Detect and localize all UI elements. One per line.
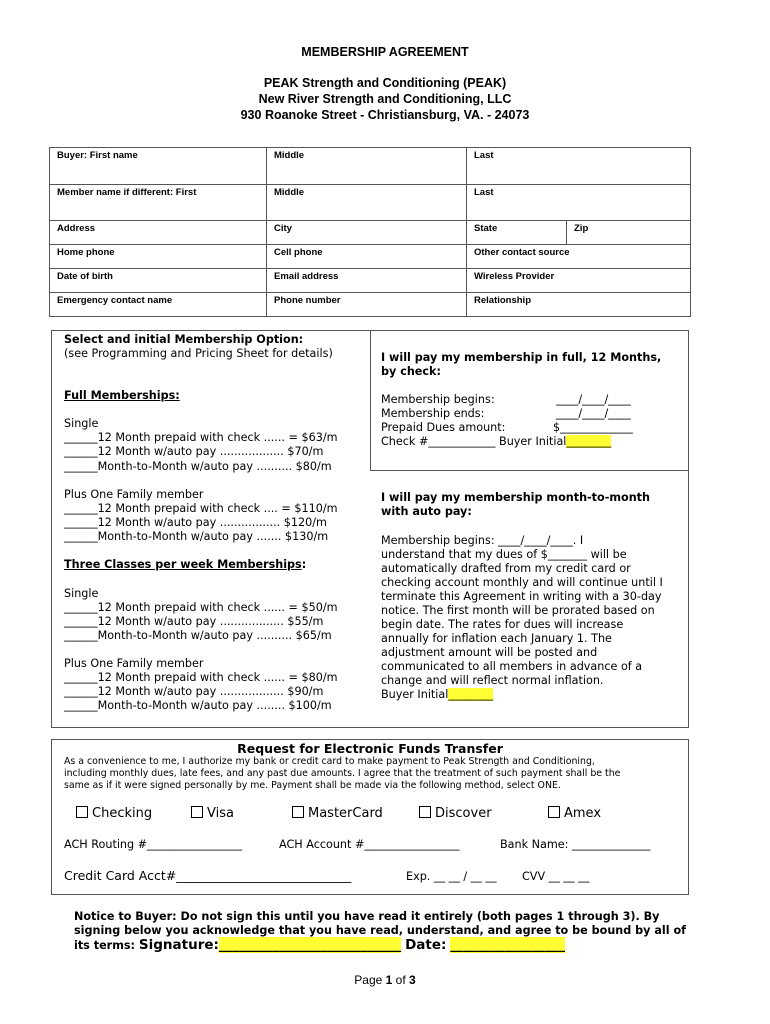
checking-label: Checking [92,806,153,821]
three-single-label: Single [64,587,99,600]
table-row [50,245,691,269]
signature-label: Signature: [138,937,219,953]
home-phone-field[interactable]: Home phone [50,245,267,269]
address-field[interactable]: Address [50,221,267,245]
notice-line: Notice to Buyer: Do not sign this until you have read it entirely (both pages 1 through 3). By [74,910,660,923]
buyer-initial-monthly-label: Buyer Initial [381,688,449,701]
monthly-heading-2: with auto pay: [381,505,472,518]
three-classes-heading-text: Three Classes per week Memberships [64,558,302,571]
buyer-initial-full-field[interactable]: ________ [566,435,612,448]
eft-paragraph-line: As a convenience to me, I authorize my bank or credit card to make payment to Peak Strength and Conditioning, [64,756,595,767]
payment-visa-option[interactable] [191,806,234,822]
membership-begins-field[interactable]: ____/____/____ [556,393,631,406]
table-row [50,293,691,317]
amex-checkbox[interactable] [548,806,560,818]
amex-label: Amex [564,806,602,821]
wireless-provider-field[interactable]: Wireless Provider [467,269,691,293]
check-number-field[interactable] [381,435,611,449]
page-title: MEMBERSHIP AGREEMENT [301,45,469,59]
page-current: 1 [385,973,393,987]
state-field[interactable]: State [467,221,567,245]
table-row [50,221,691,245]
option-full-plus-12m-auto[interactable]: ______12 Month w/auto pay ................. $120/m [64,516,327,529]
date-field[interactable]: _________________ [450,937,566,953]
other-contact-field[interactable]: Other contact source [467,245,691,269]
monthly-terms-line: communicated to all members in advance of a [381,660,643,673]
monthly-terms-line: adjustment amount will be posted and [381,646,598,659]
payment-amex-option[interactable] [548,806,601,822]
member-first-name-field[interactable]: Member name if different: First [50,185,267,221]
monthly-terms-line: checking account monthly and will continue until I [381,576,663,589]
monthly-terms-line: begin date. The rates for dues will increase [381,618,624,631]
company-address: 930 Roanoke Street - Christiansburg, VA. - 24073 [240,108,530,122]
credit-card-field[interactable]: Credit Card Acct#____________________________ [64,868,352,883]
zip-field[interactable]: Zip [567,221,691,245]
monthly-terms-line: Membership begins: ____/____/____. I [381,534,584,547]
notice-line: signing below you acknowledge that you have read, understand, and agree to be bound by all of [74,924,687,937]
membership-begins-label: Membership begins: [381,393,495,406]
visa-checkbox[interactable] [191,806,203,818]
card-expiry-field[interactable]: Exp. __ __ / __ __ [406,870,497,883]
option-full-single-m2m[interactable]: ______Month-to-Month w/auto pay .......... $80/m [64,460,332,473]
page-prefix: Page [354,973,386,987]
option-full-single-12m-check[interactable]: ______12 Month prepaid with check ...... = $63/m [64,431,338,444]
buyer-middle-name-field[interactable]: Middle [267,148,467,185]
bank-name-field[interactable]: Bank Name: ______________ [500,838,651,851]
payment-discover-option[interactable] [419,806,492,822]
checking-checkbox[interactable] [76,806,88,818]
option-full-single-12m-auto[interactable]: ______12 Month w/auto pay .................. $70/m [64,445,324,458]
option-three-single-12m-check[interactable]: ______12 Month prepaid with check ...... = $50/m [64,601,338,614]
buyer-info-table [49,147,691,317]
monthly-terms-line: terminate this Agreement in writing with a 30-day [381,590,662,603]
three-plus-one-label: Plus One Family member [64,657,204,670]
payment-checking-option[interactable] [76,806,152,822]
table-row [50,185,691,221]
eft-paragraph-line: including monthly dues, late fees, and any past due amounts. I agree that the treatment of such payment shall be the [64,768,621,779]
full-plus-one-label: Plus One Family member [64,488,204,501]
monthly-terms-line: automatically drafted from my credit card or [381,562,631,575]
options-heading: Select and initial Membership Option: [64,333,304,346]
notice-terms-label: its terms: [74,939,135,952]
ach-routing-field[interactable]: ACH Routing #_________________ [64,838,243,851]
company-legal-name: New River Strength and Conditioning, LLC [258,92,512,106]
cell-phone-field[interactable]: Cell phone [267,245,467,269]
mastercard-checkbox[interactable] [292,806,304,818]
monthly-heading: I will pay my membership month-to-month [381,491,650,504]
prepaid-dues-field[interactable]: $_____________ [553,421,633,434]
buyer-initial-monthly[interactable] [381,688,493,702]
buyer-initial-monthly-field[interactable]: ________ [448,688,494,701]
three-classes-heading [64,558,306,572]
check-number-text: Check #____________ Buyer Initial [381,435,567,448]
full-single-label: Single [64,417,99,430]
page-of: of [392,973,410,987]
monthly-terms-line: notice. The first month will be prorated based on [381,604,655,617]
member-middle-name-field[interactable]: Middle [267,185,467,221]
option-three-plus-m2m[interactable]: ______Month-to-Month w/auto pay ........ $100/m [64,699,332,712]
monthly-terms-line: change and will reflect normal inflation. [381,674,604,687]
table-row [50,269,691,293]
option-three-plus-12m-auto[interactable]: ______12 Month w/auto pay .................. $90/m [64,685,324,698]
city-field[interactable]: City [267,221,467,245]
discover-checkbox[interactable] [419,806,431,818]
date-label: Date: [405,937,447,953]
relationship-field[interactable]: Relationship [467,293,691,317]
option-full-plus-m2m[interactable]: ______Month-to-Month w/auto pay ....... $130/m [64,530,329,543]
buyer-last-name-field[interactable]: Last [467,148,691,185]
monthly-terms-line: annually for inflation each January 1. The [381,632,612,645]
membership-ends-field[interactable]: ____/____/____ [556,407,631,420]
emergency-contact-field[interactable]: Emergency contact name [50,293,267,317]
membership-ends-label: Membership ends: [381,407,485,420]
date-of-birth-field[interactable]: Date of birth [50,269,267,293]
page-total: 3 [409,973,416,987]
three-classes-colon: : [301,558,307,571]
visa-label: Visa [207,806,234,821]
ach-account-field[interactable]: ACH Account #_________________ [279,838,460,851]
option-three-single-12m-auto[interactable]: ______12 Month w/auto pay .................. $55/m [64,615,324,628]
buyer-first-name-field[interactable]: Buyer: First name [50,148,267,185]
option-three-plus-12m-check[interactable]: ______12 Month prepaid with check ...... = $80/m [64,671,338,684]
member-last-name-field[interactable]: Last [467,185,691,221]
prepaid-dues-label: Prepaid Dues amount: [381,421,506,434]
discover-label: Discover [435,806,492,821]
monthly-terms-line: understand that my dues of $_______ will be [381,548,627,561]
mastercard-label: MasterCard [308,806,383,821]
full-pay-heading-2: by check: [381,365,441,378]
eft-paragraph-line: same as if it were signed personally by me. Payment shall be made via the following method, select ONE. [64,780,561,791]
company-name: PEAK Strength and Conditioning (PEAK) [263,76,507,90]
table-row [50,148,691,185]
email-field[interactable]: Email address [267,269,467,293]
signature-field[interactable]: ___________________________ [218,937,402,953]
full-memberships-heading: Full Memberships: [64,389,180,402]
option-full-plus-12m-check[interactable]: ______12 Month prepaid with check .... = $110/m [64,502,338,515]
full-pay-heading: I will pay my membership in full, 12 Months, [381,351,662,364]
phone-number-field[interactable]: Phone number [267,293,467,317]
page-number [0,973,770,987]
signature-row [74,938,565,953]
payment-mastercard-option[interactable] [292,806,383,822]
options-subheading: (see Programming and Pricing Sheet for details) [64,347,333,360]
card-cvv-field[interactable]: CVV __ __ __ [522,870,590,883]
eft-title: Request for Electronic Funds Transfer [237,741,503,756]
option-three-single-m2m[interactable]: ______Month-to-Month w/auto pay .......... $65/m [64,629,332,642]
